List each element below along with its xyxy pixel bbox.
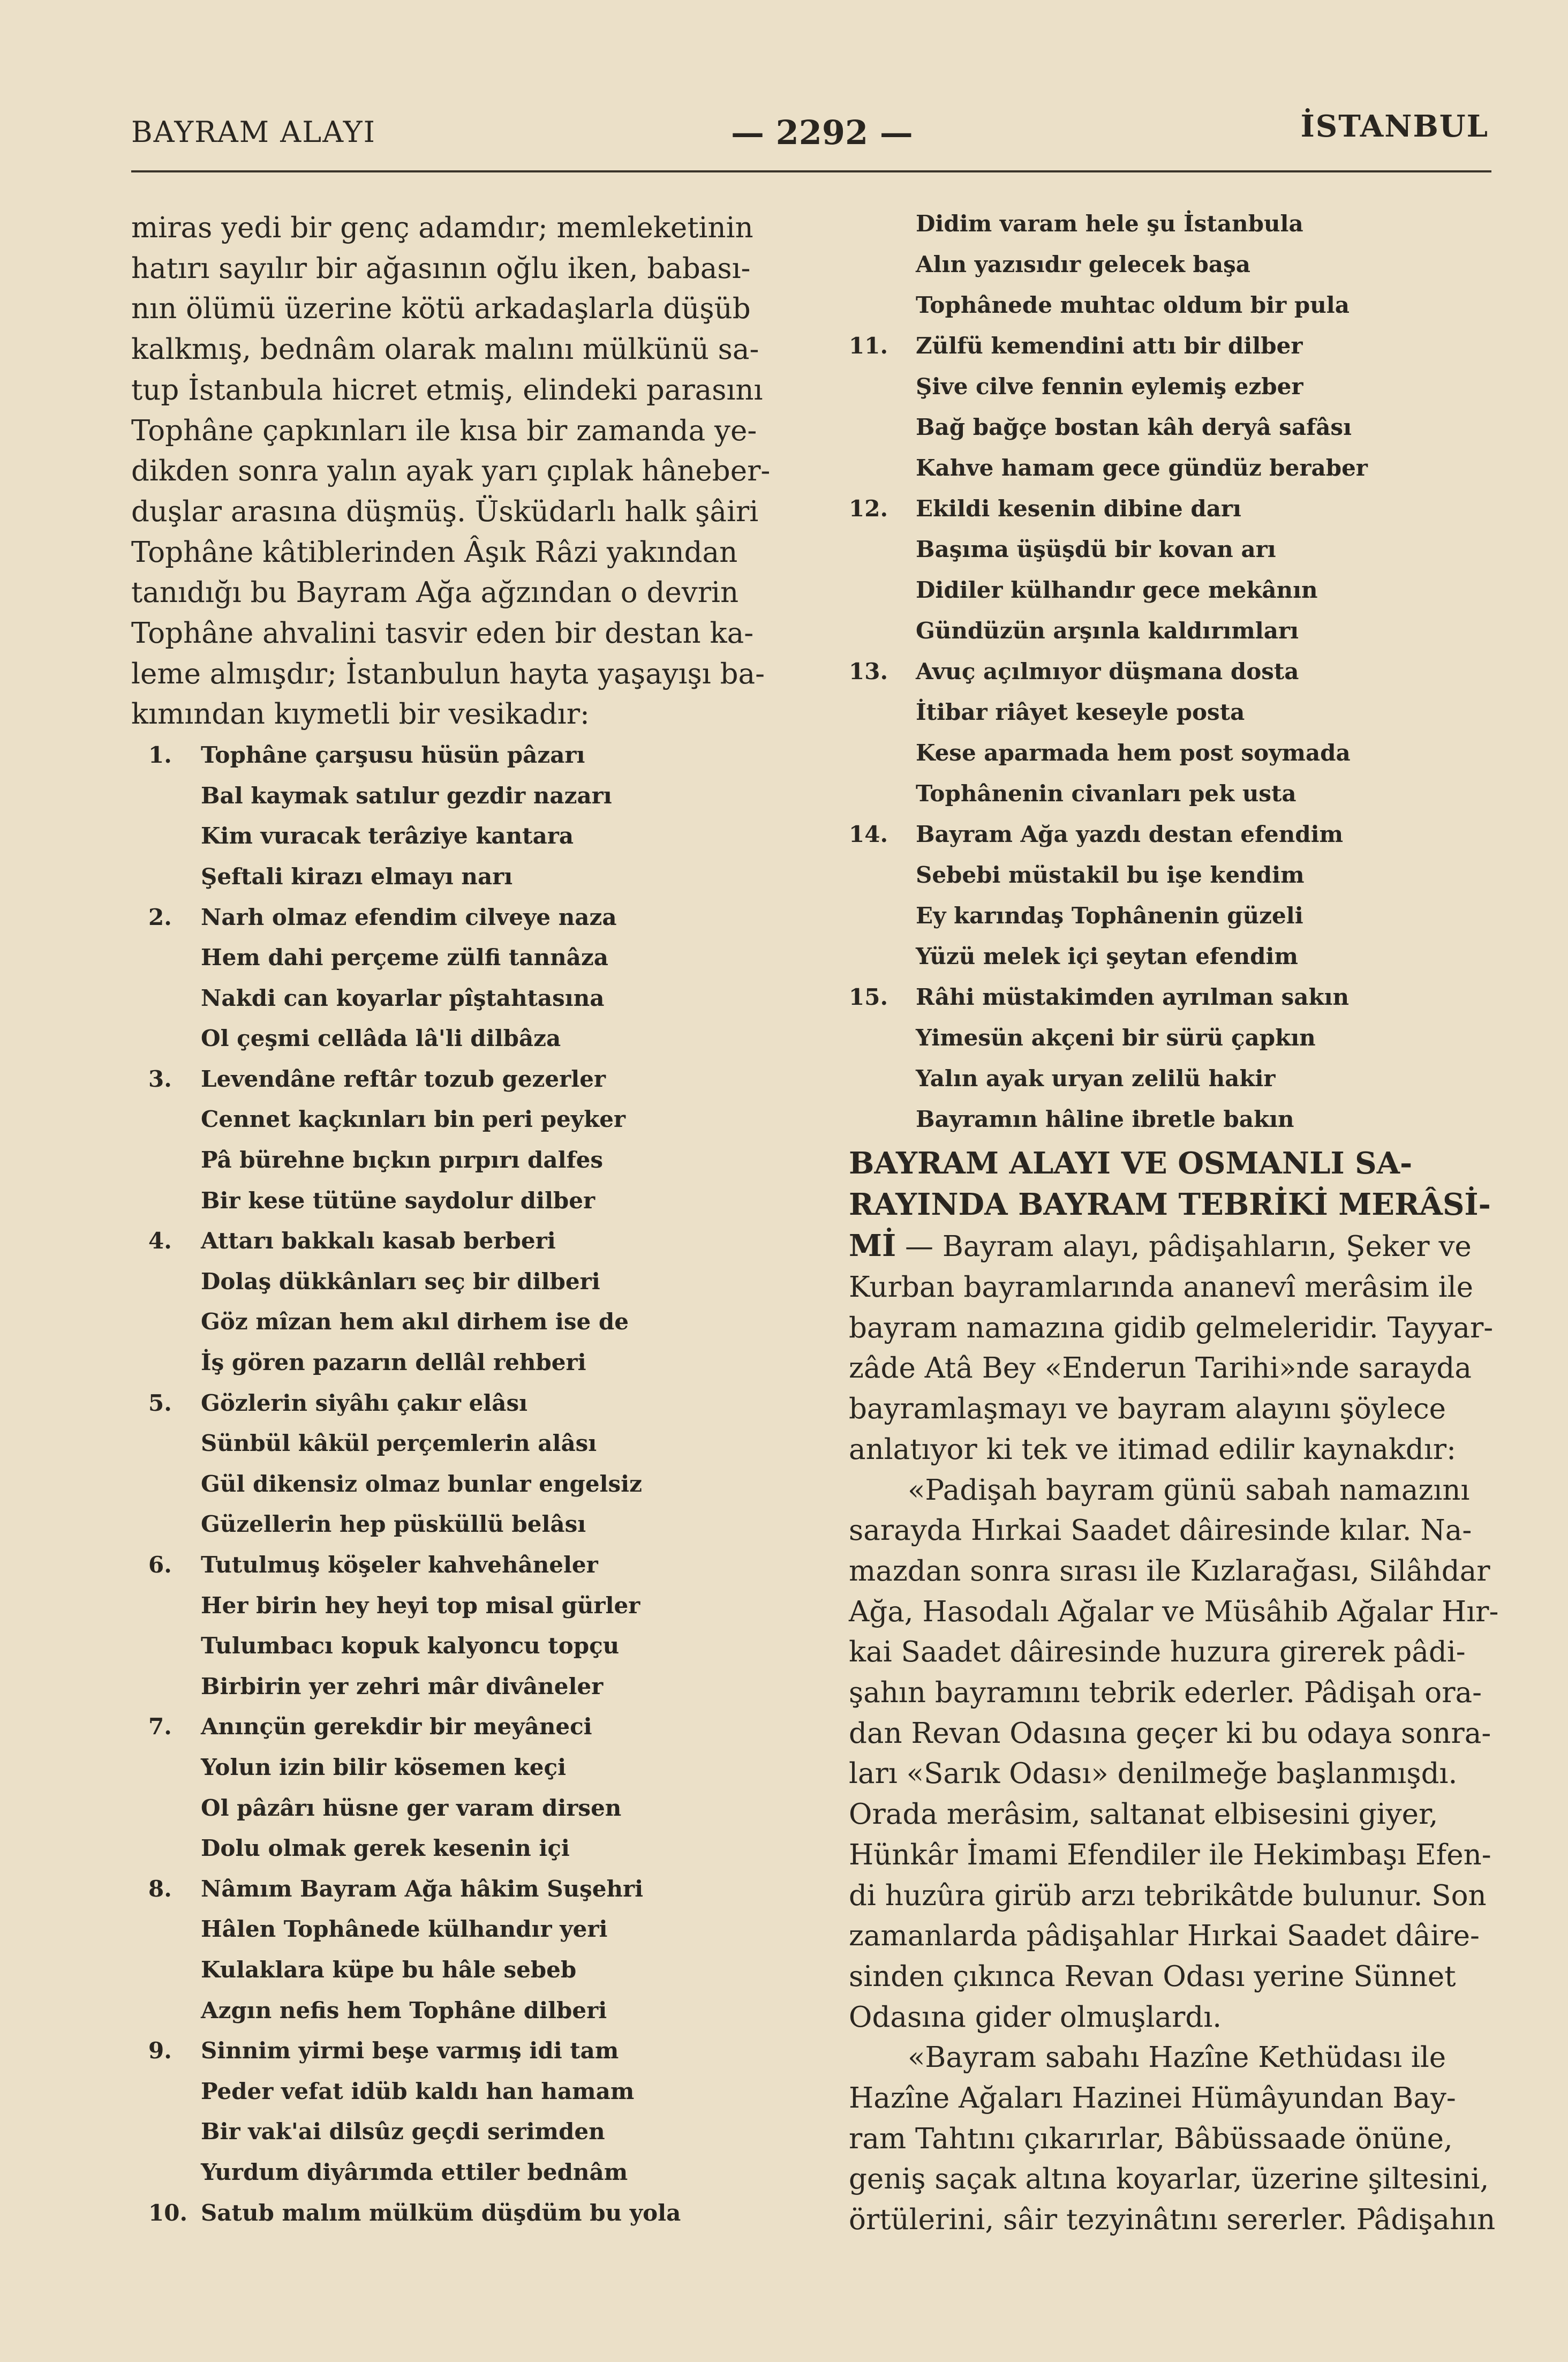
verse-text: Ekildi kesenin dibine darı — [916, 495, 1241, 522]
poem-stanza — [131, 1869, 774, 2030]
verse-line — [131, 1626, 774, 1666]
verse-line — [131, 1747, 774, 1788]
verse-text: Güzellerin hep püsküllü belâsı — [201, 1511, 586, 1538]
verse-text: Bayram Ağa yazdı destan efendim — [916, 821, 1344, 847]
verse-line — [131, 1585, 774, 1626]
verse-line — [849, 1018, 1494, 1058]
verse-text: Bayramın hâline ibretle bakın — [916, 1106, 1294, 1132]
verse-line — [849, 529, 1494, 570]
verse-line — [131, 1788, 774, 1829]
text-line: Hazîne Ağaları Hazinei Hümâyundan Bay- — [849, 2082, 1456, 2115]
verse-line — [849, 366, 1494, 407]
poem-stanza — [131, 1706, 774, 1868]
poem-stanza — [849, 814, 1494, 977]
verse-text: Satub malım mülküm düşdüm bu yola — [201, 2199, 681, 2226]
text-line: Tophâne ahvalini tasvir eden bir destan ka- — [131, 617, 754, 650]
verse-line — [131, 1261, 774, 1302]
text-line: hatırı sayılır bir ağasının oğlu iken, babası- — [131, 252, 751, 285]
text-line: bayramlaşmayı ve bayram alayını şöylece — [849, 1393, 1446, 1426]
verse-text: Ol çeşmi cellâda lâ'li dilbâza — [201, 1025, 561, 1052]
stanza-number: 14. — [849, 821, 888, 847]
text-line: ları «Sarık Odası» denilmeğe başlanmışdı. — [849, 1757, 1458, 1791]
poem-stanza — [131, 1059, 774, 1221]
verse-line — [131, 1099, 774, 1140]
verse-line — [849, 814, 1494, 855]
verse-line — [131, 1909, 774, 1950]
verse-text: Yolun izin bilir kösemen keçi — [201, 1754, 567, 1780]
verse-line — [131, 2111, 774, 2152]
verse-text: Anınçün gerekdir bir meyâneci — [201, 1713, 592, 1740]
verse-text: Hâlen Tophânede külhandır yeri — [201, 1916, 608, 1943]
poem-stanza — [849, 204, 1494, 326]
verse-line — [849, 1099, 1494, 1140]
verse-line — [131, 2193, 774, 2233]
verse-text: Gözlerin siyâhı çakır elâsı — [201, 1389, 528, 1416]
verse-text: Birbirin yer zehri mâr divâneler — [201, 1673, 604, 1699]
verse-line — [131, 1990, 774, 2031]
verse-text: Avuç açılmıyor düşmana dosta — [916, 658, 1299, 684]
verse-text: Nakdi can koyarlar pîştahtasına — [201, 984, 605, 1011]
poem-stanza — [131, 1545, 774, 1706]
right-column — [849, 204, 1499, 2240]
verse-text: Zülfü kemendini attı bir dilber — [916, 333, 1303, 359]
verse-text: Ol pâzârı hüsne ger varam dirsen — [201, 1794, 622, 1821]
verse-text: Pâ bürehne bıçkın pırpırı dalfes — [201, 1147, 604, 1174]
verse-text: Kese aparmada hem post soymada — [916, 740, 1351, 766]
verse-line — [131, 816, 774, 856]
poem-stanza — [131, 897, 774, 1059]
verse-text: Yalın ayak uryan zelilü hakir — [916, 1065, 1276, 1092]
verse-line — [849, 244, 1494, 285]
stanza-number: 8. — [148, 1875, 172, 1902]
text-line: mazdan sonra sırası ile Kızlarağası, Silâhdar — [849, 1554, 1490, 1588]
heading-continuation: — Bayram alayı, pâdişahların, Şeker ve — [896, 1230, 1472, 1263]
text-line: örtülerini, sâir tezyinâtını sererler. Pâdişahın — [849, 2203, 1496, 2237]
text-line: Ağa, Hasodalı Ağalar ve Müsâhib Ağalar Hır- — [849, 1595, 1499, 1628]
stanza-number: 6. — [148, 1552, 172, 1578]
verse-text: Kulaklara küpe bu hâle sebeb — [201, 1956, 577, 1983]
verse-line — [849, 896, 1494, 936]
verse-line — [131, 2030, 774, 2071]
poem-stanzas-right — [849, 204, 1494, 1140]
text-line: kımından kıymetli bir vesikadır: — [131, 698, 590, 731]
verse-text: Dolaş dükkânları seç bir dilberi — [201, 1268, 600, 1295]
text-line: anlatıyor ki tek ve itimad edilir kaynakdır: — [849, 1433, 1456, 1466]
text-line: sinden çıkınca Revan Odası yerine Sünnet — [849, 1960, 1456, 1993]
text-line: zâde Atâ Bey «Enderun Tarihi»nde sarayda — [849, 1352, 1472, 1385]
page-header — [131, 109, 1489, 158]
text-line: dikden sonra yalın ayak yarı çıplak hâneber- — [131, 455, 771, 488]
verse-text: Kahve hamam gece gündüz beraber — [916, 455, 1368, 481]
text-line: sarayda Hırkai Saadet dâiresinde kılar. Na- — [849, 1514, 1472, 1547]
verse-text: Alın yazısıdır gelecek başa — [916, 251, 1250, 277]
text-line: bayram namazına gidib gelmeleridir. Tayyar- — [849, 1311, 1494, 1344]
verse-line — [849, 611, 1494, 651]
stanza-number: 4. — [148, 1228, 172, 1254]
verse-text: Tophâne çarşusu hüsün pâzarı — [201, 742, 585, 769]
verse-text: Yüzü melek içi şeytan efendim — [916, 943, 1298, 969]
text-line: di huzûra girüb arzı tebrikâtde bulunur. Son — [849, 1879, 1487, 1912]
verse-line — [849, 448, 1494, 488]
stanza-number: 5. — [148, 1389, 172, 1416]
running-title: BAYRAM ALAYI — [131, 115, 376, 149]
stanza-number: 13. — [849, 658, 888, 684]
poem-stanza — [131, 2030, 774, 2192]
verse-line — [849, 488, 1494, 529]
text-line: kai Saadet dâiresinde huzura girerek pâdi- — [849, 1636, 1466, 1669]
verse-line — [849, 285, 1494, 326]
verse-line — [849, 977, 1494, 1018]
poem-stanzas-left — [131, 735, 774, 2233]
text-line: Kurban bayramlarında ananevî merâsim ile — [849, 1271, 1474, 1304]
verse-text: Levendâne reftâr tozub gezerler — [201, 1065, 606, 1092]
verse-text: Peder vefat idüb kaldı han hamam — [201, 2078, 635, 2104]
poem-stanza — [849, 326, 1494, 488]
poem-stanza — [131, 2193, 774, 2233]
verse-line — [131, 1950, 774, 1990]
verse-line — [131, 776, 774, 816]
verse-line — [131, 2071, 774, 2112]
text-line: tanıdığı bu Bayram Ağa ağzından o devrin — [131, 576, 739, 610]
text-line: ram Tahtını çıkarırlar, Bâbüssaade önüne, — [849, 2122, 1453, 2155]
verse-text: Yimesün akçeni bir sürü çapkın — [916, 1025, 1316, 1051]
verse-line — [131, 1464, 774, 1505]
verse-line — [849, 692, 1494, 733]
text-line: Tophâne kâtiblerinden Âşık Râzi yakından — [131, 536, 738, 569]
stanza-number: 9. — [148, 2037, 172, 2064]
text-line: tup İstanbula hicret etmiş, elindeki parasını — [131, 373, 763, 407]
verse-line — [131, 856, 774, 897]
verse-text: Tulumbacı kopuk kalyoncu topçu — [201, 1633, 620, 1659]
verse-text: Şive cilve fennin eylemiş ezber — [916, 373, 1303, 400]
verse-line — [131, 1383, 774, 1424]
verse-line — [849, 570, 1494, 611]
verse-text: Yurdum diyârımda ettiler bednâm — [201, 2158, 628, 2185]
section-title: İSTANBUL — [1300, 109, 1489, 144]
verse-text: Narh olmaz efendim cilveye naza — [201, 904, 617, 930]
verse-text: Göz mîzan hem akıl dirhem ise de — [201, 1308, 629, 1335]
verse-line — [131, 1504, 774, 1545]
verse-line — [131, 897, 774, 938]
heading-line — [849, 1225, 1494, 1267]
poem-stanza — [849, 651, 1494, 814]
stanza-number: 3. — [148, 1065, 172, 1092]
verse-text: Didiler külhandır gece mekânın — [916, 577, 1318, 603]
verse-text: Tophânede muhtac oldum bir pula — [916, 292, 1350, 318]
verse-text: Sinnim yirmi beşe varmış idi tam — [201, 2037, 619, 2064]
verse-text: Gül dikensiz olmaz bunlar engelsiz — [201, 1470, 642, 1497]
verse-line — [131, 1342, 774, 1383]
verse-text: Ey karındaş Tophânenin güzeli — [916, 902, 1303, 929]
text-line: Tophâne çapkınları ile kısa bir zamanda ye- — [131, 414, 757, 447]
verse-line — [849, 326, 1494, 366]
verse-text: İtibar riâyet keseyle posta — [916, 699, 1245, 725]
verse-line — [131, 1221, 774, 1261]
text-line: Odasına gider olmuşlardı. — [849, 2000, 1222, 2034]
header-rule — [131, 170, 1491, 172]
poem-stanza — [849, 488, 1494, 651]
text-line: kalkmış, bednâm olarak malını mülkünü sa- — [131, 333, 759, 366]
verse-line — [131, 2152, 774, 2193]
verse-line — [131, 1180, 774, 1221]
heading-line: RAYINDA BAYRAM TEBRİKİ MERÂSİ- — [849, 1187, 1491, 1222]
text-line: «Padişah bayram günü sabah namazını — [908, 1473, 1470, 1507]
stanza-number: 11. — [849, 333, 888, 359]
verse-line — [131, 1828, 774, 1869]
heading-tail: Mİ — [849, 1228, 896, 1263]
stanza-number: 7. — [148, 1713, 172, 1740]
verse-text: Bal kaymak satılur gezdir nazarı — [201, 782, 612, 809]
verse-text: İş gören pazarın dellâl rehberi — [201, 1349, 586, 1376]
verse-text: Dolu olmak gerek kesenin içi — [201, 1835, 570, 1862]
verse-line — [131, 1059, 774, 1100]
verse-line — [131, 1545, 774, 1585]
verse-text: Sebebi müstakil bu işe kendim — [916, 862, 1305, 888]
stanza-number: 10. — [148, 2199, 188, 2226]
verse-line — [131, 1666, 774, 1707]
heading-line: BAYRAM ALAYI VE OSMANLI SA- — [849, 1146, 1413, 1181]
verse-line — [849, 936, 1494, 977]
verse-text: Didim varam hele şu İstanbula — [916, 210, 1303, 237]
verse-line — [131, 1423, 774, 1464]
verse-text: Her birin hey heyi top misal gürler — [201, 1592, 640, 1619]
verse-text: Râhi müstakimden ayrılman sakın — [916, 984, 1350, 1010]
stanza-number: 2. — [148, 904, 172, 930]
verse-text: Tophânenin civanları pek usta — [916, 780, 1296, 807]
poem-stanza — [131, 1383, 774, 1545]
verse-text: Şeftali kirazı elmayı narı — [201, 863, 513, 890]
verse-line — [131, 978, 774, 1019]
text-line: dan Revan Odasına geçer ki bu odaya sonra- — [849, 1717, 1491, 1750]
stanza-number: 12. — [849, 495, 888, 522]
verse-line — [849, 651, 1494, 692]
verse-line — [131, 1869, 774, 1909]
text-line: Orada merâsim, saltanat elbisesini giyer, — [849, 1798, 1438, 1831]
verse-text: Kim vuracak terâziye kantara — [201, 823, 574, 849]
article-body — [849, 1267, 1499, 2240]
verse-line — [131, 735, 774, 776]
section-heading — [849, 1143, 1494, 1267]
left-column — [131, 208, 774, 2233]
verse-line — [849, 733, 1494, 773]
poem-stanza — [131, 1221, 774, 1382]
verse-text: Gündüzün arşınla kaldırımları — [916, 618, 1299, 644]
intro-paragraph — [131, 208, 774, 735]
verse-line — [131, 1302, 774, 1342]
verse-line — [131, 1018, 774, 1059]
verse-text: Nâmım Bayram Ağa hâkim Suşehri — [201, 1875, 644, 1902]
text-line: Hünkâr İmami Efendiler ile Hekimbaşı Efen- — [849, 1838, 1491, 1871]
verse-text: Bağ bağçe bostan kâh deryâ safâsı — [916, 414, 1352, 440]
poem-stanza — [131, 735, 774, 897]
verse-line — [849, 773, 1494, 814]
text-line: geniş saçak altına koyarlar, üzerine şiltesini, — [849, 2163, 1489, 2196]
verse-text: Sünbül kâkül perçemlerin alâsı — [201, 1430, 597, 1457]
verse-text: Cennet kaçkınları bin peri peyker — [201, 1106, 626, 1133]
text-line: «Bayram sabahı Hazîne Kethüdası ile — [908, 2041, 1446, 2074]
text-line: zamanlarda pâdişahlar Hırkai Saadet dâire- — [849, 1920, 1480, 1953]
text-line: nın ölümü üzerine kötü arkadaşlarla düşüb — [131, 292, 751, 326]
verse-text: Bir kese tütüne saydolur dilber — [201, 1187, 595, 1214]
verse-line — [131, 1706, 774, 1747]
verse-line — [131, 1140, 774, 1180]
verse-text: Başıma üşüşdü bir kovan arı — [916, 536, 1276, 562]
stanza-number: 1. — [148, 742, 172, 769]
verse-text: Hem dahi perçeme zülfi tannâza — [201, 944, 608, 971]
verse-text: Bir vak'ai dilsûz geçdi serimden — [201, 2118, 605, 2145]
verse-line — [849, 204, 1494, 244]
page-number: — 2292 — — [731, 113, 913, 152]
verse-line — [849, 855, 1494, 896]
verse-line — [849, 1058, 1494, 1099]
verse-line — [131, 937, 774, 978]
verse-text: Tutulmuş köşeler kahvehâneler — [201, 1552, 598, 1578]
text-line: miras yedi bir genç adamdır; memleketinin — [131, 212, 753, 244]
text-line: leme almışdır; İstanbulun hayta yaşayışı ba- — [131, 657, 765, 690]
verse-text: Attarı bakkalı kasab berberi — [201, 1228, 556, 1254]
stanza-number: 15. — [849, 984, 888, 1010]
text-line: şahın bayramını tebrik ederler. Pâdişah ora- — [849, 1676, 1482, 1710]
poem-stanza — [849, 977, 1494, 1140]
verse-line — [849, 407, 1494, 448]
text-line: duşlar arasına düşmüş. Üsküdarlı halk şâiri — [131, 495, 759, 528]
verse-text: Azgın nefis hem Tophâne dilberi — [201, 1997, 607, 2024]
